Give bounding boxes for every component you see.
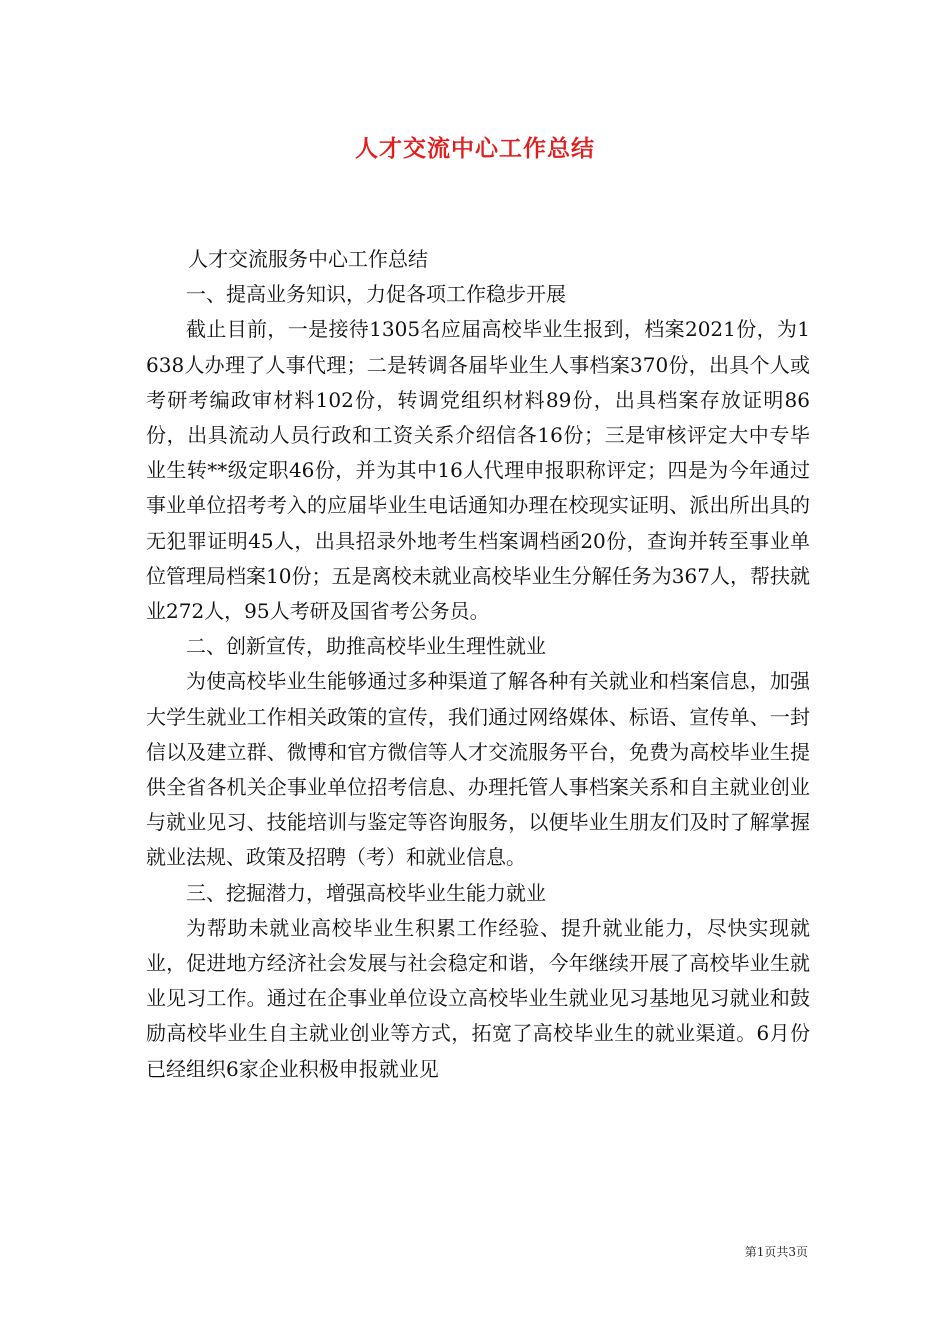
page-number: 第1页共3页 bbox=[744, 1245, 808, 1259]
paragraph-2: 为使高校毕业生能够通过多种渠道了解各种有关就业和档案信息，加强大学生就业工作相关政策的宣传，我们通过网络媒体、标语、宣传单、一封信以及建立群、微博和官方微信等人才交流服务平台，免费为高校毕业生提供全省各机关企事业单位招考信息、办理托管人事档案关系和自主就业创业与就业见习、技能培训与鉴定等咨询服务，以便毕业生朋友们及时了解掌握就业法规、政策及招聘（考）和就业信息。 bbox=[146, 669, 810, 870]
section-heading-2: 二、创新宣传，助推高校毕业生理性就业 bbox=[186, 634, 546, 659]
paragraph-subtitle: 人才交流服务中心工作总结 bbox=[188, 247, 428, 271]
paragraph-1: 截止目前，一是接待1305名应届高校毕业生报到，档案2021份，为1638人办理了人事代理；二是转调各届毕业生人事档案370份，出具个人或考研考编政审材料102份，转调党组织材料89份，出具档案存放证明86份，出具流动人员行政和工资关系介绍信各16份；三是审核评定大中专毕业生转**级定职46份，并为其中16人代理申报职称评定；四是为今年通过事业单位招考考入的应届毕业生电话通知办理在校现实证明、派出所出具的无犯罪证明45人，出具招录外地考生档案调档函20份，查询并转至事业单位管理局档案10份；五是离校未就业高校毕业生分解任务为367人，帮扶就业272人，95人考研及国省考公务员。 bbox=[146, 317, 810, 624]
paragraph-3: 为帮助未就业高校毕业生积累工作经验、提升就业能力，尽快实现就业，促进地方经济社会发展与社会稳定和谐，今年继续开展了高校毕业生就业见习工作。通过在企事业单位设立高校毕业生就业见习基地见习就业和鼓励高校毕业生自主就业创业等方式，拓宽了高校毕业生的就业渠道。6月份已经组织6家企业积极申报就业见 bbox=[146, 915, 810, 1081]
section-heading-1: 一、提高业务知识，力促各项工作稳步开展 bbox=[186, 282, 566, 307]
document-body bbox=[146, 242, 810, 1087]
section-heading-3: 三、挖掘潜力，增强高校毕业生能力就业 bbox=[186, 880, 546, 905]
document-title: 人才交流中心工作总结 bbox=[355, 136, 595, 162]
